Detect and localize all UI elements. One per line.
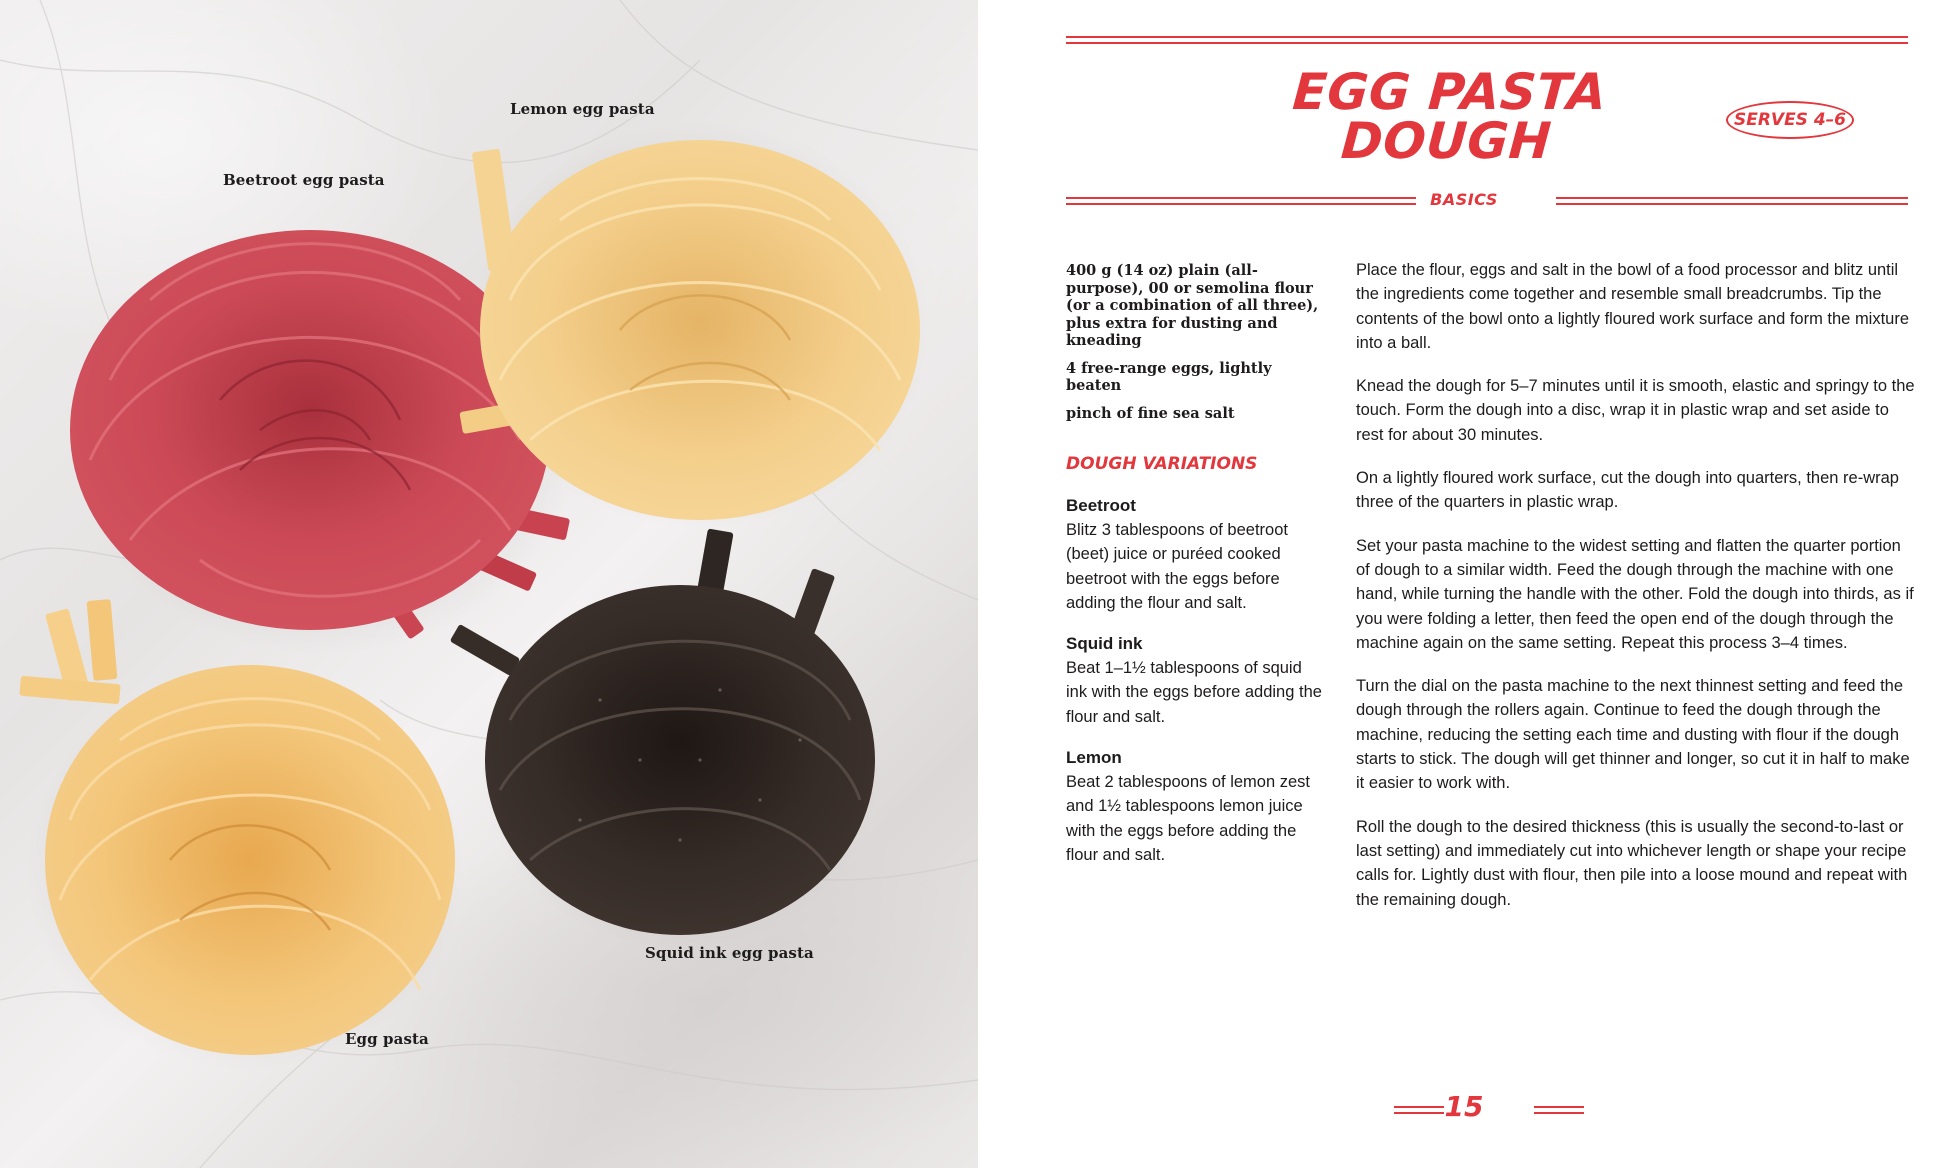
method-step: Turn the dial on the pasta machine to the next thinnest setting and feed the dough through the rollers again. Continue to feed the dough through the machine, reducing the setting each time and dusting with flour if the dough starts to stick. The dough will get thinner and longer, so cut it in half to make it easier to work with.: [1356, 677, 1910, 793]
variation-beetroot: [1066, 494, 1326, 615]
recipe-page: [978, 0, 1946, 1168]
ingredients-column: [1066, 262, 1326, 884]
variation-lemon: [1066, 746, 1326, 867]
variation-name: Beetroot: [1066, 496, 1136, 515]
page-number: [978, 1090, 1946, 1123]
variation-squid-ink: [1066, 632, 1326, 729]
variation-text: Beat 2 tablespoons of lemon zest and 1½ tablespoons lemon juice with the eggs before adding the flour and salt.: [1066, 773, 1310, 864]
variation-name: Lemon: [1066, 748, 1122, 768]
method-step: Place the flour, eggs and salt in the bowl of a food processor and blitz until the ingredients come together and resemble small breadcrumbs. Tip the contents of the bowl onto a lightly floured work surface and form the mixture into a ball.: [1356, 261, 1910, 352]
ingredient-item: 400 g (14 oz) plain (all-purpose), 00 or semolina flour (or a combination of all three), plus extra for dusting and kneading: [1066, 262, 1319, 349]
section-label-text: BASICS: [1416, 190, 1512, 209]
section-label: [978, 190, 1946, 209]
page-number-text: 15: [1444, 1090, 1484, 1123]
method-step: On a lightly floured work surface, cut the dough into quarters, then re-wrap three of the quarters in plastic wrap.: [1356, 469, 1899, 512]
method-step: Knead the dough for 5–7 minutes until it is smooth, elastic and springy to the touch. Form the dough into a disc, wrap it in plastic wrap and set aside to rest for about 30 minutes.: [1356, 377, 1915, 444]
ingredient-item: 4 free-range eggs, lightly beaten: [1066, 359, 1272, 394]
squid-ink-pasta-nest: [450, 528, 875, 935]
variation-text: Blitz 3 tablespoons of beetroot (beet) juice or puréed cooked beetroot with the eggs before adding the flour and salt.: [1066, 521, 1288, 612]
variation-text: Beat 1–1½ tablespoons of squid ink with the eggs before adding the flour and salt.: [1066, 659, 1322, 726]
serves-badge: SERVES 4–6: [1726, 101, 1854, 139]
variation-name: Squid ink: [1066, 634, 1143, 654]
label-beetroot-egg-pasta: Beetroot egg pasta: [223, 171, 385, 189]
method-step: Roll the dough to the desired thickness (this is usually the second-to-last or last setting) and immediately cut into whichever length or shape your recipe calls for. Lightly dust with flour, then pile into a loose mound and repeat with the remaining dough.: [1356, 817, 1908, 909]
label-egg-pasta: Egg pasta: [345, 1030, 429, 1048]
recipe-title: EGG PASTA DOUGH: [1290, 63, 1609, 170]
ingredient-item: pinch of fine sea salt: [1066, 404, 1235, 422]
method-step: Set your pasta machine to the widest setting and flatten the quarter portion of dough to a similar width. Feed the dough through the machine with one hand, while turning the handle with the other. Fold the dough into thirds, as if you were folding a letter, then feed the open end of the dough through the machine again on the same setting. Repeat this process 3–4 times.: [1356, 536, 1914, 652]
label-lemon-egg-pasta: Lemon egg pasta: [510, 100, 655, 118]
variations-heading: DOUGH VARIATIONS: [1066, 454, 1258, 474]
label-squid-ink-egg-pasta: Squid ink egg pasta: [645, 944, 814, 962]
top-rule: [1066, 36, 1908, 38]
method-column: [1356, 258, 1916, 931]
top-rule-2: [1066, 42, 1908, 44]
